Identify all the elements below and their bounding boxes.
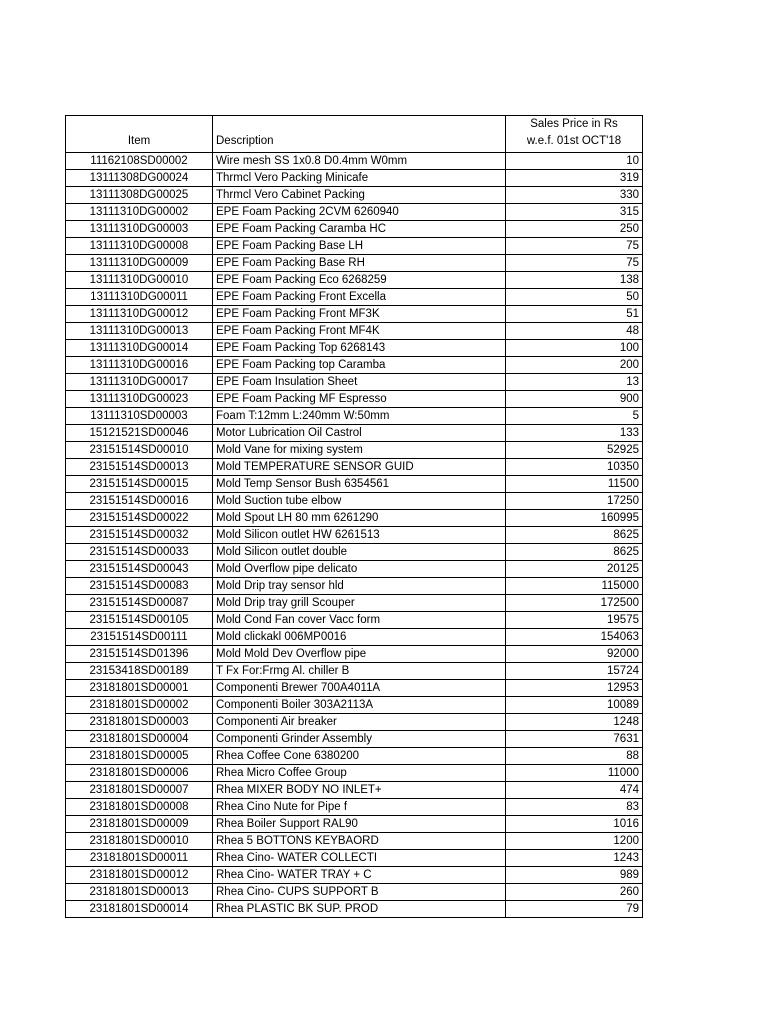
- table-row: [66, 884, 643, 901]
- table-row: [66, 731, 643, 748]
- table-row: [66, 442, 643, 459]
- price-cell: 115000: [506, 578, 643, 595]
- item-code-cell: 23181801SD00003: [66, 714, 213, 731]
- header-row: [66, 116, 643, 153]
- table-row: [66, 374, 643, 391]
- item-code-cell: 23153418SD00189: [66, 663, 213, 680]
- description-cell: T Fx For:Frmg Al. chiller B: [213, 663, 506, 680]
- description-cell: EPE Foam Packing 2CVM 6260940: [213, 204, 506, 221]
- description-cell: EPE Foam Packing Base LH: [213, 238, 506, 255]
- description-cell: Rhea Cino- WATER TRAY + C: [213, 867, 506, 884]
- price-cell: 79: [506, 901, 643, 918]
- item-code-cell: 13111310DG00002: [66, 204, 213, 221]
- description-cell: Rhea Cino- WATER COLLECTI: [213, 850, 506, 867]
- price-cell: 11500: [506, 476, 643, 493]
- price-cell: 83: [506, 799, 643, 816]
- item-code-cell: 23151514SD00087: [66, 595, 213, 612]
- price-cell: 19575: [506, 612, 643, 629]
- item-code-cell: 13111310DG00008: [66, 238, 213, 255]
- price-cell: 51: [506, 306, 643, 323]
- price-cell: 10089: [506, 697, 643, 714]
- item-code-cell: 23181801SD00002: [66, 697, 213, 714]
- table-row: [66, 238, 643, 255]
- description-cell: EPE Foam Packing top Caramba: [213, 357, 506, 374]
- item-code-cell: 23181801SD00014: [66, 901, 213, 918]
- table-row: [66, 595, 643, 612]
- table-row: [66, 561, 643, 578]
- item-code-cell: 23151514SD00043: [66, 561, 213, 578]
- description-cell: Mold TEMPERATURE SENSOR GUID: [213, 459, 506, 476]
- description-cell: EPE Foam Packing Front MF4K: [213, 323, 506, 340]
- item-code-cell: 23151514SD00032: [66, 527, 213, 544]
- price-cell: 50: [506, 289, 643, 306]
- price-cell: 17250: [506, 493, 643, 510]
- table-row: [66, 527, 643, 544]
- table-row: [66, 697, 643, 714]
- table-row: [66, 170, 643, 187]
- table-row: [66, 289, 643, 306]
- table-row: [66, 425, 643, 442]
- description-cell: Mold Mold Dev Overflow pipe: [213, 646, 506, 663]
- item-column-header: Item: [66, 116, 213, 153]
- table-row: [66, 612, 643, 629]
- table-row: [66, 306, 643, 323]
- item-code-cell: 13111310DG00012: [66, 306, 213, 323]
- price-cell: 200: [506, 357, 643, 374]
- item-code-cell: 23151514SD00015: [66, 476, 213, 493]
- table-row: [66, 204, 643, 221]
- item-code-cell: 23181801SD00007: [66, 782, 213, 799]
- description-cell: Componenti Brewer 700A4011A: [213, 680, 506, 697]
- price-cell: 330: [506, 187, 643, 204]
- price-cell: 260: [506, 884, 643, 901]
- item-code-cell: 13111310DG00014: [66, 340, 213, 357]
- description-cell: Mold Temp Sensor Bush 6354561: [213, 476, 506, 493]
- item-code-cell: 23181801SD00010: [66, 833, 213, 850]
- item-code-cell: 23181801SD00004: [66, 731, 213, 748]
- table-row: [66, 357, 643, 374]
- price-cell: 154063: [506, 629, 643, 646]
- description-cell: Componenti Boiler 303A2113A: [213, 697, 506, 714]
- table-row: [66, 901, 643, 918]
- price-cell: 172500: [506, 595, 643, 612]
- table-row: [66, 255, 643, 272]
- description-cell: EPE Foam Packing Eco 6268259: [213, 272, 506, 289]
- description-column-header: Description: [213, 116, 506, 153]
- item-code-cell: 13111308DG00024: [66, 170, 213, 187]
- table-row: [66, 459, 643, 476]
- table-row: [66, 510, 643, 527]
- price-cell: 75: [506, 255, 643, 272]
- item-code-cell: 23181801SD00001: [66, 680, 213, 697]
- price-cell: 1248: [506, 714, 643, 731]
- description-cell: Rhea Cino Nute for Pipe f: [213, 799, 506, 816]
- price-cell: 7631: [506, 731, 643, 748]
- table-row: [66, 493, 643, 510]
- item-code-cell: 23181801SD00005: [66, 748, 213, 765]
- price-cell: 75: [506, 238, 643, 255]
- price-cell: 48: [506, 323, 643, 340]
- description-cell: Rhea PLASTIC BK SUP. PROD: [213, 901, 506, 918]
- description-cell: EPE Foam Packing Caramba HC: [213, 221, 506, 238]
- item-code-cell: 13111310DG00011: [66, 289, 213, 306]
- description-cell: Rhea Cino- CUPS SUPPORT B: [213, 884, 506, 901]
- price-cell: 8625: [506, 527, 643, 544]
- item-code-cell: 13111310DG00010: [66, 272, 213, 289]
- description-cell: Rhea Coffee Cone 6380200: [213, 748, 506, 765]
- description-cell: Mold Drip tray sensor hld: [213, 578, 506, 595]
- description-cell: Rhea 5 BOTTONS KEYBAORD: [213, 833, 506, 850]
- item-code-cell: 23181801SD00006: [66, 765, 213, 782]
- price-cell: 5: [506, 408, 643, 425]
- price-cell: 315: [506, 204, 643, 221]
- price-cell: 160995: [506, 510, 643, 527]
- price-cell: 138: [506, 272, 643, 289]
- price-cell: 10350: [506, 459, 643, 476]
- item-code-cell: 13111310DG00003: [66, 221, 213, 238]
- price-cell: 10: [506, 153, 643, 170]
- item-code-cell: 23151514SD00013: [66, 459, 213, 476]
- item-code-cell: 23151514SD00010: [66, 442, 213, 459]
- price-list-table: [65, 115, 643, 918]
- description-cell: Motor Lubrication Oil Castrol: [213, 425, 506, 442]
- table-row: [66, 663, 643, 680]
- price-cell: 8625: [506, 544, 643, 561]
- description-cell: Mold Vane for mixing system: [213, 442, 506, 459]
- table-row: [66, 153, 643, 170]
- description-cell: Foam T:12mm L:240mm W:50mm: [213, 408, 506, 425]
- description-cell: Mold Silicon outlet HW 6261513: [213, 527, 506, 544]
- item-code-cell: 23151514SD00083: [66, 578, 213, 595]
- description-cell: Mold Suction tube elbow: [213, 493, 506, 510]
- item-code-cell: 23151514SD00105: [66, 612, 213, 629]
- description-cell: Mold Silicon outlet double: [213, 544, 506, 561]
- price-cell: 133: [506, 425, 643, 442]
- price-cell: 11000: [506, 765, 643, 782]
- item-code-cell: 23151514SD00016: [66, 493, 213, 510]
- price-cell: 474: [506, 782, 643, 799]
- item-code-cell: 15121521SD00046: [66, 425, 213, 442]
- description-cell: Thrmcl Vero Packing Minicafe: [213, 170, 506, 187]
- item-code-cell: 23151514SD00111: [66, 629, 213, 646]
- price-cell: 900: [506, 391, 643, 408]
- table-row: [66, 748, 643, 765]
- price-cell: 1200: [506, 833, 643, 850]
- item-code-cell: 13111310DG00017: [66, 374, 213, 391]
- price-cell: 12953: [506, 680, 643, 697]
- price-cell: 13: [506, 374, 643, 391]
- price-cell: 100: [506, 340, 643, 357]
- description-cell: Mold clickakl 006MP0016: [213, 629, 506, 646]
- table-row: [66, 629, 643, 646]
- price-cell: 1016: [506, 816, 643, 833]
- description-cell: Mold Spout LH 80 mm 6261290: [213, 510, 506, 527]
- table-row: [66, 221, 643, 238]
- description-cell: Mold Drip tray grill Scouper: [213, 595, 506, 612]
- table-row: [66, 765, 643, 782]
- table-row: [66, 408, 643, 425]
- table-row: [66, 867, 643, 884]
- price-cell: 319: [506, 170, 643, 187]
- table-row: [66, 799, 643, 816]
- item-code-cell: 13111310DG00016: [66, 357, 213, 374]
- item-code-cell: 23181801SD00011: [66, 850, 213, 867]
- item-code-cell: 23151514SD01396: [66, 646, 213, 663]
- table-row: [66, 850, 643, 867]
- description-cell: EPE Foam Packing Base RH: [213, 255, 506, 272]
- item-code-cell: 23181801SD00012: [66, 867, 213, 884]
- table-row: [66, 714, 643, 731]
- description-cell: Mold Cond Fan cover Vacc form: [213, 612, 506, 629]
- table-row: [66, 272, 643, 289]
- price-cell: 92000: [506, 646, 643, 663]
- table-row: [66, 544, 643, 561]
- description-cell: EPE Foam Packing Top 6268143: [213, 340, 506, 357]
- item-code-cell: 23181801SD00013: [66, 884, 213, 901]
- description-cell: Rhea MIXER BODY NO INLET+: [213, 782, 506, 799]
- price-cell: 250: [506, 221, 643, 238]
- table-row: [66, 646, 643, 663]
- item-code-cell: 13111308DG00025: [66, 187, 213, 204]
- item-code-cell: 13111310DG00023: [66, 391, 213, 408]
- item-code-cell: 23151514SD00022: [66, 510, 213, 527]
- table-row: [66, 476, 643, 493]
- sales-price-header-line2: w.e.f. 01st OCT'18: [526, 135, 622, 147]
- item-code-cell: 23151514SD00033: [66, 544, 213, 561]
- item-code-cell: 13111310DG00009: [66, 255, 213, 272]
- description-cell: Componenti Grinder Assembly: [213, 731, 506, 748]
- description-cell: EPE Foam Packing Front MF3K: [213, 306, 506, 323]
- description-cell: Thrmcl Vero Cabinet Packing: [213, 187, 506, 204]
- item-code-cell: 23181801SD00009: [66, 816, 213, 833]
- description-cell: Rhea Micro Coffee Group: [213, 765, 506, 782]
- table-row: [66, 816, 643, 833]
- price-cell: 52925: [506, 442, 643, 459]
- table-row: [66, 340, 643, 357]
- description-cell: Wire mesh SS 1x0.8 D0.4mm W0mm: [213, 153, 506, 170]
- table-row: [66, 187, 643, 204]
- price-cell: 15724: [506, 663, 643, 680]
- description-cell: Rhea Boiler Support RAL90: [213, 816, 506, 833]
- description-cell: EPE Foam Packing Front Excella: [213, 289, 506, 306]
- table-body: [66, 153, 643, 918]
- table-row: [66, 323, 643, 340]
- table-row: [66, 578, 643, 595]
- sales-price-column-header: [506, 116, 643, 153]
- table-row: [66, 833, 643, 850]
- price-cell: 20125: [506, 561, 643, 578]
- item-code-cell: 13111310SD00003: [66, 408, 213, 425]
- description-cell: EPE Foam Insulation Sheet: [213, 374, 506, 391]
- item-code-cell: 13111310DG00013: [66, 323, 213, 340]
- description-cell: Componenti Air breaker: [213, 714, 506, 731]
- sales-price-header-line1: Sales Price in Rs: [530, 118, 618, 130]
- description-cell: EPE Foam Packing MF Espresso: [213, 391, 506, 408]
- price-cell: 989: [506, 867, 643, 884]
- table-row: [66, 391, 643, 408]
- item-code-cell: 11162108SD00002: [66, 153, 213, 170]
- price-cell: 88: [506, 748, 643, 765]
- price-cell: 1243: [506, 850, 643, 867]
- description-cell: Mold Overflow pipe delicato: [213, 561, 506, 578]
- table-row: [66, 782, 643, 799]
- table-row: [66, 680, 643, 697]
- item-code-cell: 23181801SD00008: [66, 799, 213, 816]
